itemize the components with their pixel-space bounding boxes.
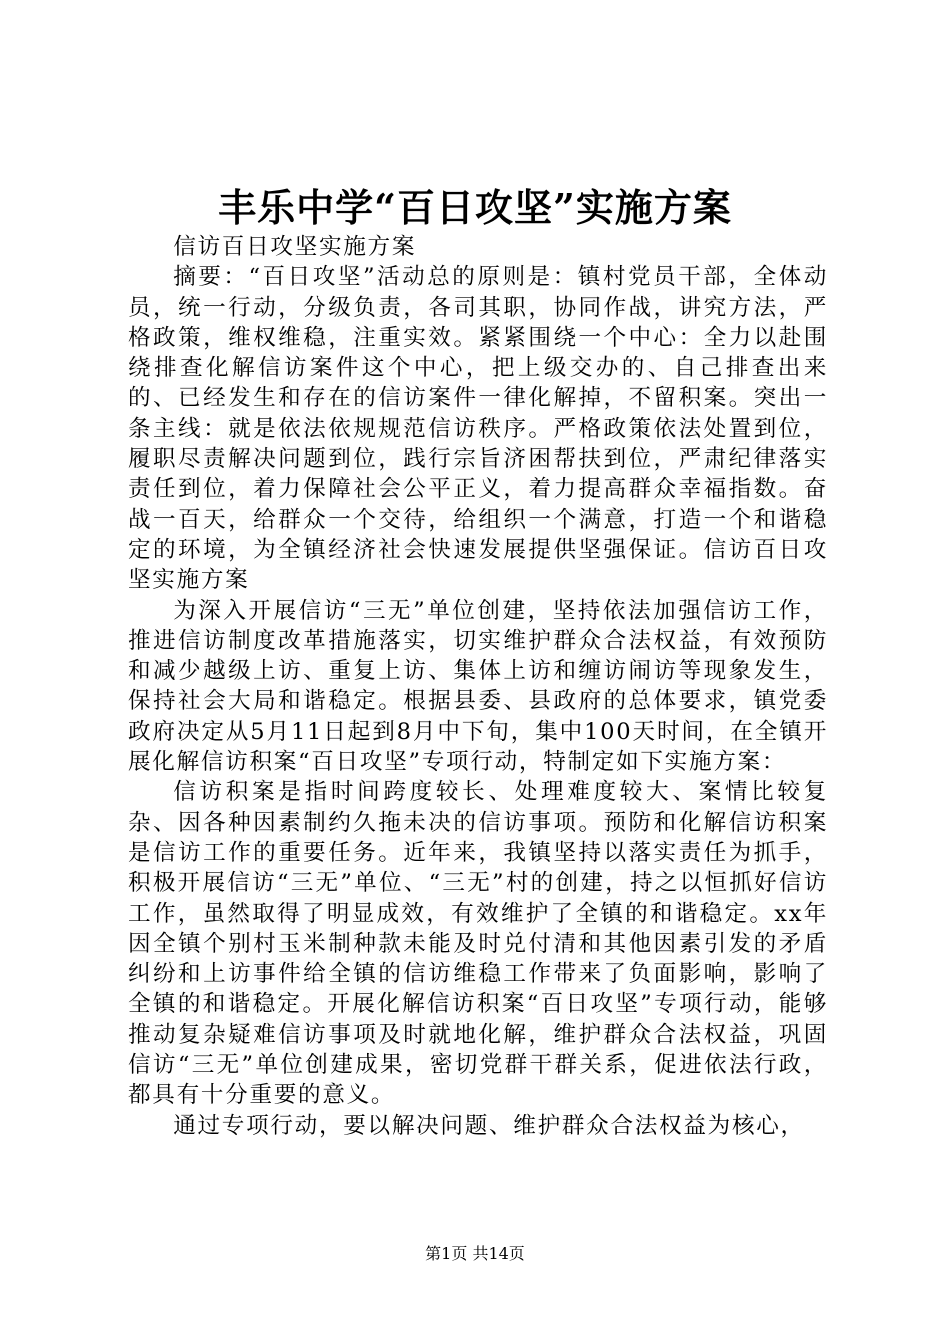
paragraph-abstract: 摘要：“百日攻坚”活动总的原则是：镇村党员干部，全体动员，统一行动，分级负责，各司其职，协同作战，讲究方法，严格政策，维权维稳，注重实效。紧紧围绕一个中心：全力以赴围绕排查化解信访案件这个中心，把上级交办的、自己排查出来的、已经发生和存在的信访案件一律化解掉，不留积案。突出一条主线：就是依法依规规范信访秩序。严格政策依法处置到位，履职尽责解决问题到位，践行宗旨济困帮扶到位，严肃纪律落实责任到位，着力保障社会公平正义，着力提高群众幸福指数。奋战一百天，给群众一个交待，给组织一个满意，打造一个和谐稳定的环境，为全镇经济社会快速发展提供坚强保证。信访百日攻坚实施方案	[128, 264, 828, 594]
paragraph-goal: 通过专项行动，要以解决问题、维护群众合法权益为核心，	[173, 1112, 805, 1139]
document-title: 丰乐中学“百日攻坚”实施方案	[218, 185, 732, 230]
page-number: 第1页 共14页	[425, 1244, 525, 1263]
paragraph-background: 信访积案是指时间跨度较长、处理难度较大、案情比较复杂、因各种因素制约久拖未决的信访事项。预防和化解信访积案是信访工作的重要任务。近年来，我镇坚持以落实责任为抓手，积极开展信访“三无”单位、“三无”村的创建，持之以恒抓好信访工作，虽然取得了明显成效，有效维护了全镇的和谐稳定。xx年因全镇个别村玉米制种款未能及时兑付清和其他因素引发的矛盾纠纷和上访事件给全镇的信访维稳工作带来了负面影响，影响了全镇的和谐稳定。开展化解信访积案“百日攻坚”专项行动，能够推动复杂疑难信访事项及时就地化解，维护群众合法权益，巩固信访“三无”单位创建成果，密切党群干群关系，促进依法行政，都具有十分重要的意义。	[128, 779, 828, 1109]
paragraph-subtitle: 信访百日攻坚实施方案	[173, 234, 417, 260]
paragraph-intro: 为深入开展信访“三无”单位创建，坚持依法加强信访工作，推进信访制度改革措施落实，切实维护群众合法权益，有效预防和减少越级上访、重复上访、集体上访和缠访闹访等现象发生，保持社会大局和谐稳定。根据县委、县政府的总体要求，镇党委政府决定从5月11日起到8月中下旬，集中100天时间，在全镇开展化解信访积案“百日攻坚”专项行动，特制定如下实施方案：	[128, 597, 828, 776]
document-body	[128, 232, 828, 1141]
